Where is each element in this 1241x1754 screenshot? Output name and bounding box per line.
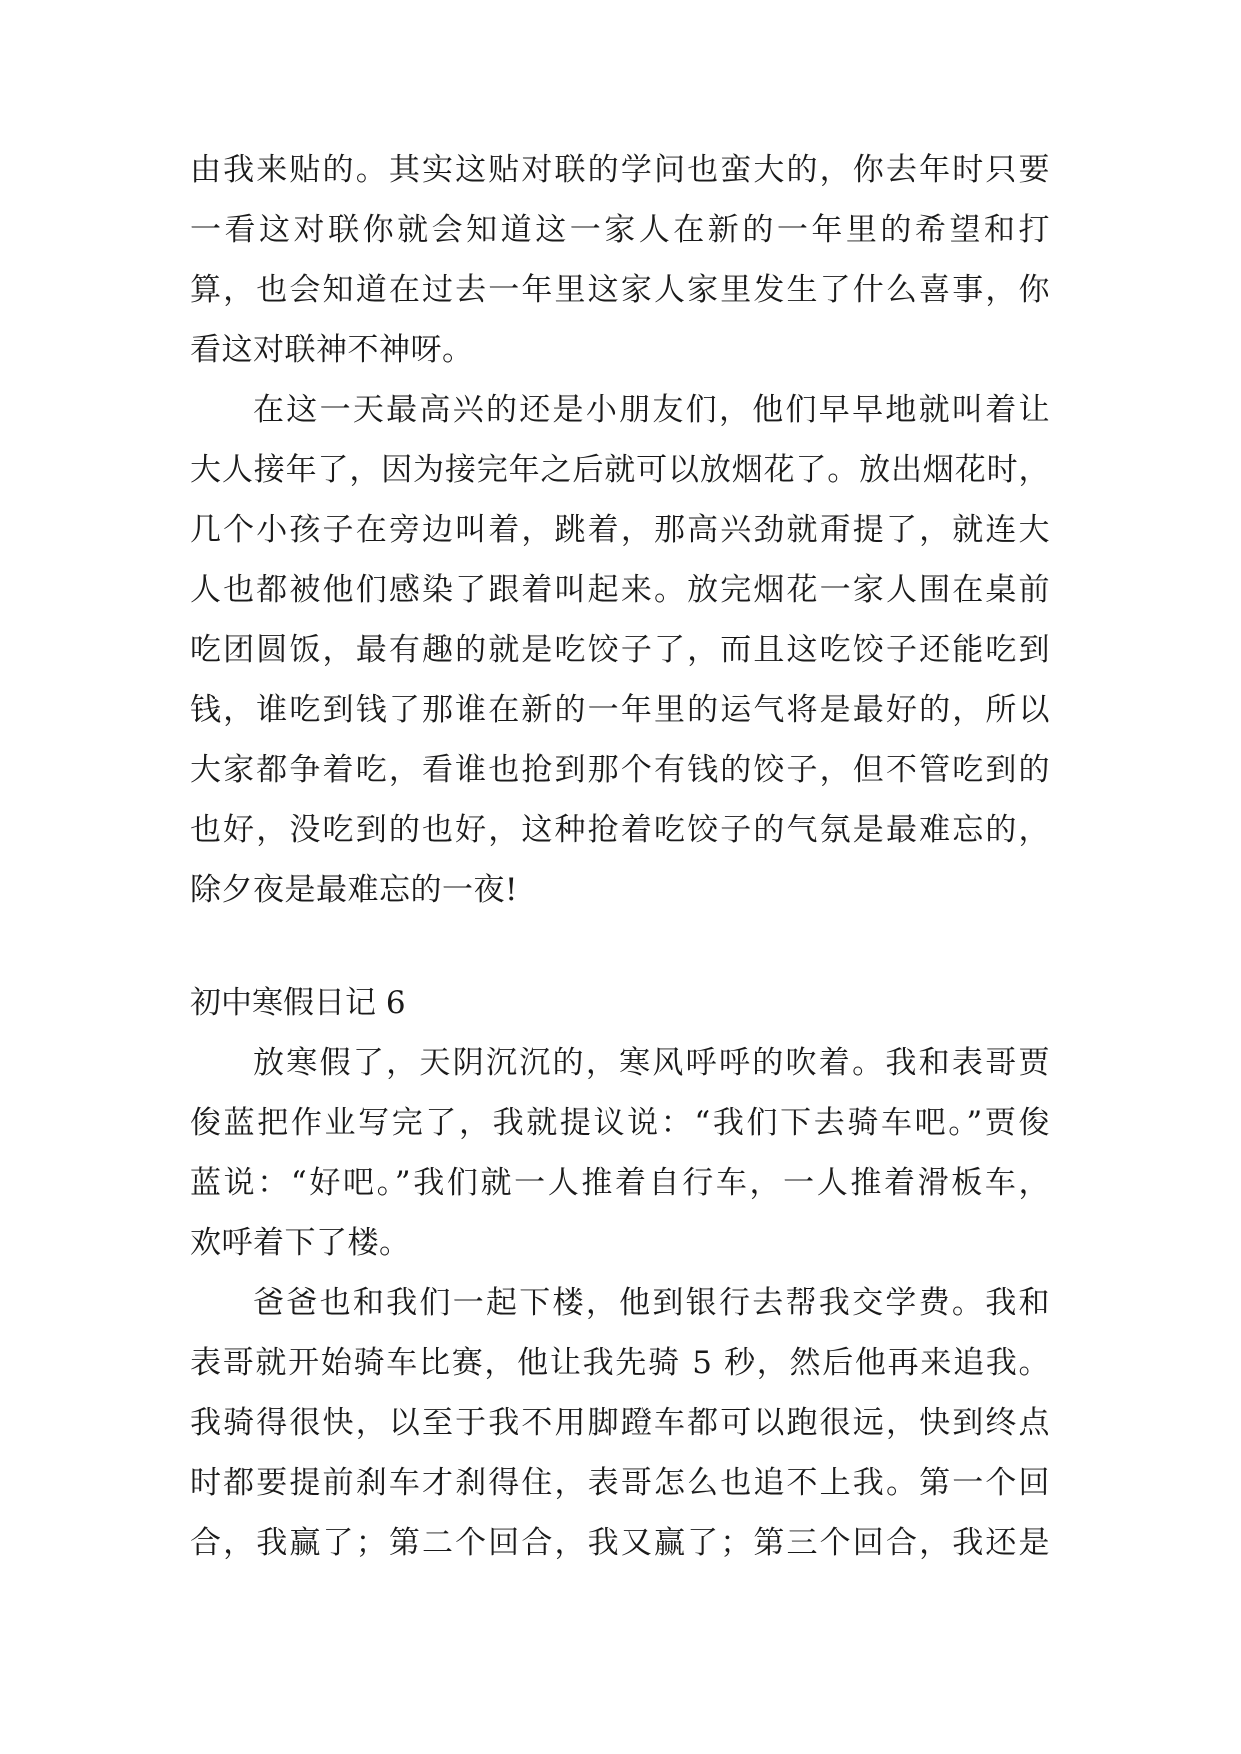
paragraph-line: 由我来贴的。其实这贴对联的学问也蛮大的，你去年时只要 — [190, 152, 1050, 188]
section-heading: 初中寒假日记 6 — [190, 985, 406, 1021]
paragraph-line: 放寒假了，天阴沉沉的，寒风呼呼的吹着。我和表哥贾 — [253, 1045, 1050, 1081]
paragraph-line: 时都要提前刹车才刹得住，表哥怎么也追不上我。第一个回 — [190, 1465, 1050, 1501]
paragraph-line: 吃团圆饭，最有趣的就是吃饺子了，而且这吃饺子还能吃到 — [190, 632, 1050, 668]
paragraph-line: 几个小孩子在旁边叫着，跳着，那高兴劲就甭提了，就连大 — [190, 512, 1050, 548]
paragraph-line: 人也都被他们感染了跟着叫起来。放完烟花一家人围在桌前 — [190, 572, 1050, 608]
paragraph-line: 俊蓝把作业写完了，我就提议说：“我们下去骑车吧。”贾俊 — [190, 1105, 1050, 1141]
paragraph-line: 表哥就开始骑车比赛，他让我先骑 5 秒，然后他再来追我。 — [190, 1345, 1050, 1381]
paragraph-line: 也好，没吃到的也好，这种抢着吃饺子的气氛是最难忘的， — [190, 812, 1050, 848]
paragraph-line: 看这对联神不神呀。 — [190, 332, 474, 368]
paragraph-line: 合，我赢了；第二个回合，我又赢了；第三个回合，我还是 — [190, 1525, 1050, 1561]
paragraph-line: 欢呼着下了楼。 — [190, 1225, 411, 1261]
paragraph-line: 算，也会知道在过去一年里这家人家里发生了什么喜事，你 — [190, 272, 1050, 308]
paragraph-line: 大家都争着吃，看谁也抢到那个有钱的饺子，但不管吃到的 — [190, 752, 1050, 788]
paragraph-line: 大人接年了，因为接完年之后就可以放烟花了。放出烟花时， — [190, 452, 1050, 488]
paragraph-line: 除夕夜是最难忘的一夜! — [190, 872, 518, 908]
paragraph-line: 我骑得很快，以至于我不用脚蹬车都可以跑很远，快到终点 — [190, 1405, 1050, 1441]
paragraph-line: 蓝说：“好吧。”我们就一人推着自行车，一人推着滑板车， — [190, 1165, 1050, 1201]
paragraph-line: 一看这对联你就会知道这一家人在新的一年里的希望和打 — [190, 212, 1050, 248]
paragraph-line: 钱，谁吃到钱了那谁在新的一年里的运气将是最好的，所以 — [190, 692, 1050, 728]
paragraph-line: 在这一天最高兴的还是小朋友们，他们早早地就叫着让 — [253, 392, 1050, 428]
paragraph-line: 爸爸也和我们一起下楼，他到银行去帮我交学费。我和 — [253, 1285, 1050, 1321]
